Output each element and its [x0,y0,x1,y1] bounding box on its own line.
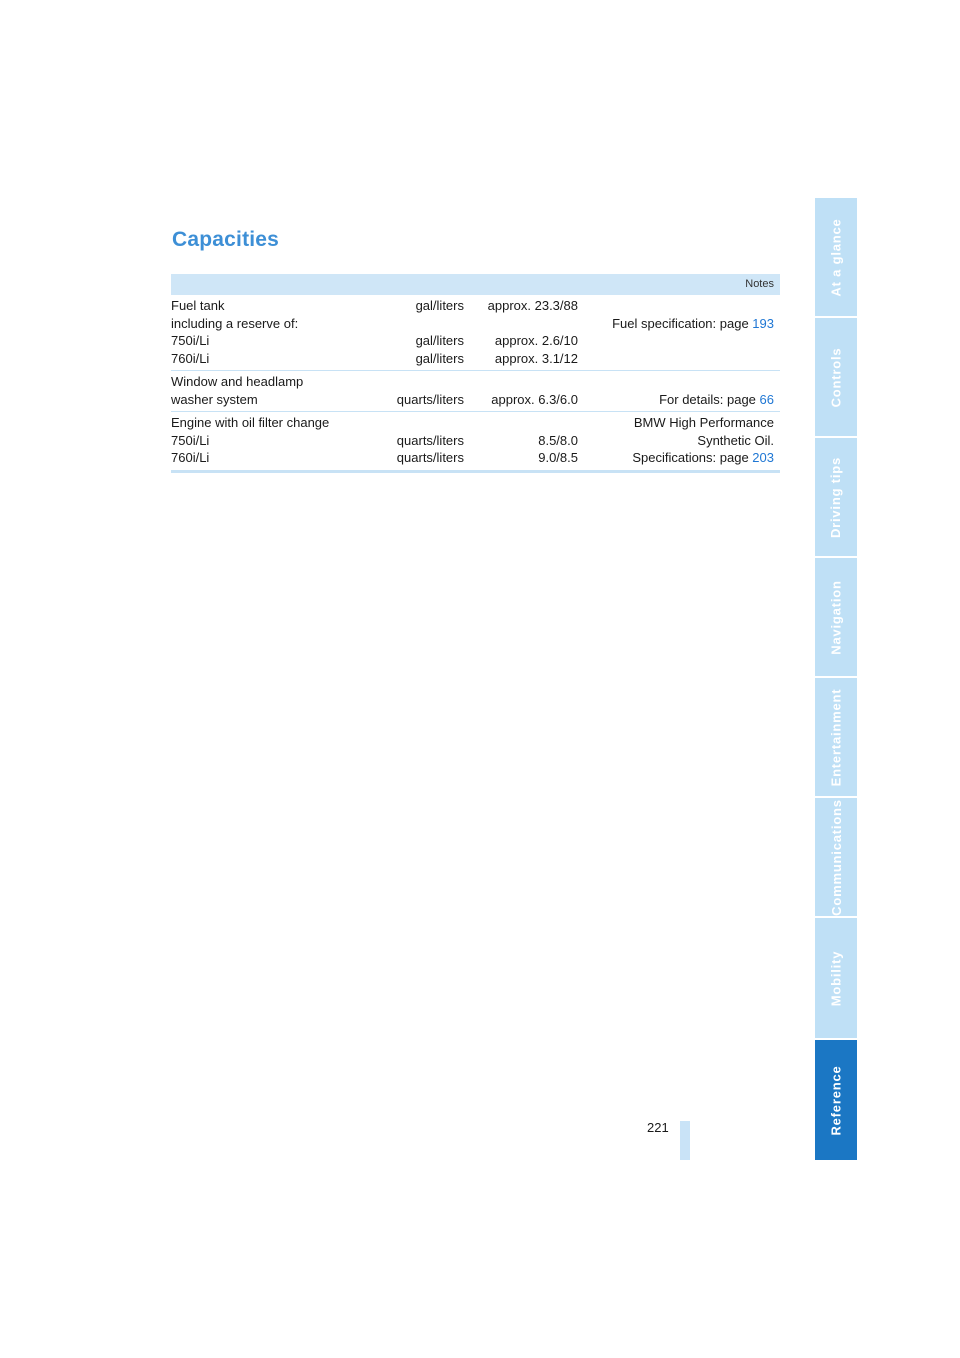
washer-group [171,370,780,411]
engine-oil-group [171,411,780,473]
row-value: approx. 23.3/88 [487,298,578,313]
row-unit: quarts/liters [396,450,464,465]
tab-label: At a glance [828,217,844,297]
row-value: 9.0/8.5 [538,450,578,465]
row-label: Engine with oil filter change [171,415,330,430]
tab-label: Controls [828,347,844,407]
row-label: Window and headlamp [171,374,304,389]
row-label: 750i/Li [171,333,210,348]
table-row [171,391,780,409]
tab-mobility[interactable] [815,918,857,1038]
note-text: Specifications: page [632,450,753,465]
row-note [578,391,780,409]
page-link[interactable]: 203 [752,450,774,465]
tab-navigation[interactable] [815,558,857,676]
tab-label: Mobility [828,950,844,1006]
table-row [171,297,780,315]
page-title: Capacities [172,228,280,251]
row-value: approx. 2.6/10 [494,333,578,348]
row-note: Synthetic Oil. [697,432,774,448]
table-header [171,274,780,295]
notes-column-header: Notes [745,278,774,290]
row-label: 750i/Li [171,432,210,448]
tab-controls[interactable] [815,318,857,436]
page-number: 221 [647,1120,669,1135]
table-row [171,332,780,350]
page-link[interactable]: 66 [759,391,774,407]
tab-at-a-glance[interactable] [815,198,857,316]
table-row [171,315,780,333]
row-unit: quarts/liters [396,391,464,407]
tab-communications[interactable] [815,798,857,916]
row-unit: quarts/liters [396,432,464,448]
tab-label: Communications [828,798,844,916]
capacities-table [171,274,780,473]
table-row [171,432,780,450]
row-value: approx. 3.1/12 [494,350,578,366]
page-number-bar [680,1121,690,1160]
tab-reference[interactable] [815,1040,857,1160]
table-row [171,373,780,391]
row-unit: gal/liters [415,350,464,366]
tab-label: Driving tips [828,456,844,538]
row-label: washer system [171,391,258,407]
row-unit: gal/liters [415,298,464,313]
tab-label: Navigation [828,579,844,655]
row-label: 760i/Li [171,350,210,366]
row-label: Fuel tank [171,298,225,313]
row-note: BMW High Performance [633,415,774,430]
row-value: 8.5/8.0 [538,432,578,448]
tab-driving-tips[interactable] [815,438,857,556]
page-link[interactable]: 193 [752,315,774,331]
row-label: including a reserve of: [171,315,299,331]
row-unit: gal/liters [415,333,464,348]
note-text: For details: page [659,391,760,407]
section-tabs [815,198,857,1160]
row-value: approx. 6.3/6.0 [491,391,578,407]
fuel-tank-group [171,295,780,370]
note-text: Fuel specification: page [612,315,753,331]
row-note [578,449,780,467]
row-note [578,315,780,333]
table-row [171,350,780,368]
row-note [578,297,780,315]
tab-label: Entertainment [828,688,844,786]
table-row [171,449,780,467]
tab-label: Reference [828,1064,844,1136]
table-row [171,414,780,432]
row-label: 760i/Li [171,450,210,465]
tab-entertainment[interactable] [815,678,857,796]
